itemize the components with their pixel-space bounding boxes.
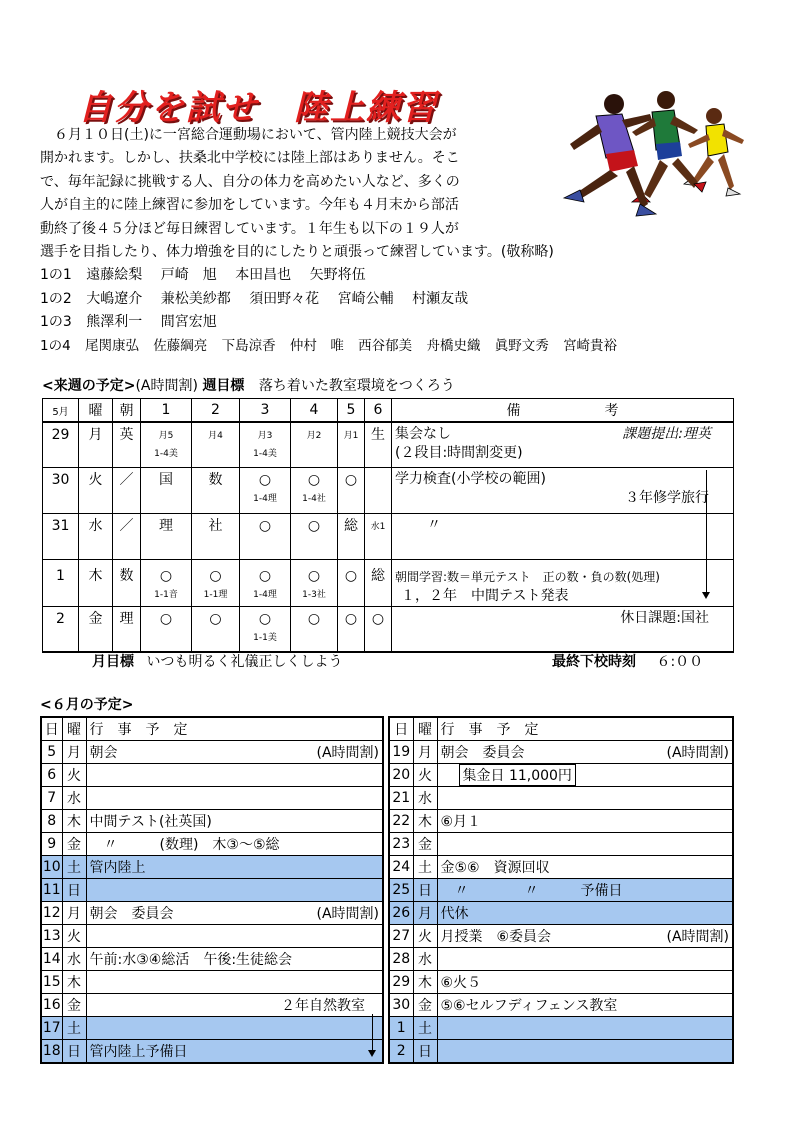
june-row bbox=[41, 994, 383, 1017]
june-left-table bbox=[40, 716, 384, 1064]
event-boxed-note: 集金日 11,000円 bbox=[459, 764, 576, 786]
june-event bbox=[437, 787, 733, 810]
june-weekday: 日 bbox=[413, 1040, 437, 1064]
intro-line: 開かれます。しかし、扶桑北中学校には陸上部はありません。そこ bbox=[40, 150, 460, 166]
intro-line: 動終了後４５分ほど毎日練習しています。１年生も以下の１９人が bbox=[40, 221, 459, 237]
period-note: 1-1理 bbox=[203, 589, 228, 600]
remark-text: 〃 bbox=[413, 516, 441, 533]
june-row bbox=[41, 833, 383, 856]
june-weekday: 木 bbox=[413, 810, 437, 833]
col-period-3: 3 bbox=[240, 399, 291, 423]
weekday-cell: 火 bbox=[88, 471, 103, 488]
period-note: 1-4理 bbox=[253, 493, 277, 504]
col-period-5: 5 bbox=[338, 399, 365, 423]
morning-cell: 理 bbox=[119, 610, 134, 627]
col-morning: 朝 bbox=[113, 399, 141, 423]
june-weekday: 土 bbox=[62, 856, 86, 879]
week-schedule-table bbox=[42, 398, 734, 653]
last-dismissal bbox=[552, 651, 703, 671]
week-header-row bbox=[43, 399, 734, 423]
event-text: 月授業 ⑥委員会 bbox=[440, 929, 552, 945]
june-event bbox=[86, 787, 383, 810]
member-row bbox=[40, 334, 617, 354]
member-name: 西谷郁美 bbox=[358, 338, 413, 354]
member-name: 須田野々花 bbox=[249, 291, 320, 307]
june-day: 29 bbox=[389, 971, 413, 994]
intro-line: 人が自主的に陸上練習に参加をしています。今年も４月末から部活 bbox=[40, 197, 459, 213]
june-row bbox=[41, 764, 383, 787]
remark-text: 学力検査(小学校の範囲) bbox=[395, 470, 546, 487]
june-row bbox=[389, 879, 733, 902]
june-row bbox=[389, 994, 733, 1017]
june-event bbox=[437, 948, 733, 971]
june-day: 27 bbox=[389, 925, 413, 948]
remark-text: 朝間学習:数＝単元テスト 正の数・負の数(処理) bbox=[395, 569, 660, 584]
event-note-right: (A時間割) bbox=[316, 745, 379, 761]
june-event bbox=[437, 1017, 733, 1040]
intro-line: 選手を目指したり、体力増強を目的にしたりと頑張って練習しています。(敬称略) bbox=[40, 244, 554, 260]
week-header-mode: (A時間割) bbox=[135, 378, 198, 394]
last-dismissal-label: 最終下校時刻 bbox=[552, 654, 636, 670]
june-day: 14 bbox=[41, 948, 62, 971]
june-event bbox=[437, 856, 733, 879]
period-note: 1-4美 bbox=[253, 449, 277, 459]
june-col-weekday: 曜 bbox=[62, 717, 86, 741]
june-weekday: 水 bbox=[62, 948, 86, 971]
june-row bbox=[41, 1017, 383, 1040]
period-cell: ○ bbox=[344, 567, 358, 584]
week-goal-text: 落ち着いた教室環境をつくろう bbox=[258, 378, 455, 394]
week-goal-label: 週目標 bbox=[202, 378, 245, 394]
week-row bbox=[43, 606, 734, 652]
june-event bbox=[86, 1017, 383, 1040]
june-event bbox=[437, 764, 733, 787]
june-weekday: 土 bbox=[413, 1017, 437, 1040]
june-weekday: 日 bbox=[62, 879, 86, 902]
period-cell: ○ bbox=[307, 471, 321, 488]
june-weekday: 金 bbox=[413, 833, 437, 856]
june-event bbox=[86, 902, 383, 925]
period-cell: ○ bbox=[371, 610, 385, 627]
june-weekday: 水 bbox=[413, 787, 437, 810]
period-cell: 月4 bbox=[208, 431, 223, 441]
weekday-cell: 木 bbox=[88, 567, 103, 584]
june-row bbox=[41, 925, 383, 948]
june-event bbox=[437, 810, 733, 833]
day-cell: 29 bbox=[51, 427, 70, 443]
event-note-right: (A時間割) bbox=[666, 745, 729, 761]
morning-cell: ／ bbox=[119, 517, 134, 534]
june-weekday: 木 bbox=[413, 971, 437, 994]
june-day: 24 bbox=[389, 856, 413, 879]
day-cell: 1 bbox=[56, 567, 65, 584]
week-header-prefix: <来週の予定> bbox=[42, 378, 136, 394]
june-row bbox=[41, 879, 383, 902]
member-name: 戸崎 旭 bbox=[160, 267, 217, 283]
arrow-down-icon bbox=[368, 1050, 376, 1057]
june-day: 17 bbox=[41, 1017, 62, 1040]
month-goal bbox=[92, 651, 342, 671]
june-day: 19 bbox=[389, 741, 413, 764]
june-weekday: 火 bbox=[413, 925, 437, 948]
june-header-row bbox=[41, 717, 383, 741]
june-col-day: 日 bbox=[41, 717, 62, 741]
event-text: 中間テスト(社英国) bbox=[89, 814, 212, 830]
june-row bbox=[389, 948, 733, 971]
period-cell: ○ bbox=[307, 567, 321, 584]
june-row bbox=[41, 1040, 383, 1064]
june-row bbox=[389, 787, 733, 810]
member-row bbox=[40, 311, 231, 331]
june-event bbox=[86, 856, 383, 879]
june-col-event: 行 事 予 定 bbox=[437, 717, 733, 741]
event-note-right: (A時間割) bbox=[316, 906, 379, 922]
june-weekday: 月 bbox=[62, 902, 86, 925]
member-name: 宮崎貴裕 bbox=[563, 338, 618, 354]
remark-text: 集会なし bbox=[395, 426, 451, 442]
june-weekday: 金 bbox=[62, 994, 86, 1017]
period-note: 1-4社 bbox=[302, 493, 326, 504]
period-cell: ○ bbox=[258, 610, 272, 627]
remarks-cell bbox=[392, 513, 734, 559]
event-text: 金⑤⑥ 資源回収 bbox=[440, 860, 550, 876]
member-name: 矢野将伍 bbox=[309, 267, 366, 283]
period-cell: ○ bbox=[344, 610, 358, 627]
june-day: 21 bbox=[389, 787, 413, 810]
june-row bbox=[389, 810, 733, 833]
remark-right: 課題提出:理英 bbox=[622, 426, 711, 442]
arrow-line bbox=[706, 470, 707, 592]
event-text: 〃 〃 予備日 bbox=[440, 883, 623, 899]
morning-cell: 英 bbox=[119, 427, 134, 443]
event-text: ⑥火５ bbox=[440, 975, 482, 991]
period-cell: 月5 bbox=[158, 431, 174, 441]
period-cell: 月2 bbox=[306, 431, 322, 441]
period-cell: ○ bbox=[258, 567, 272, 584]
june-weekday: 土 bbox=[62, 1017, 86, 1040]
june-event bbox=[437, 833, 733, 856]
member-name: 間宮宏旭 bbox=[160, 314, 217, 330]
june-row bbox=[41, 971, 383, 994]
class-label: 1の3 bbox=[40, 314, 72, 330]
period-note: 1-4美 bbox=[154, 449, 178, 459]
june-weekday: 日 bbox=[62, 1040, 86, 1064]
period-cell: ○ bbox=[159, 567, 173, 584]
remarks-cell bbox=[392, 467, 734, 513]
event-text: ⑥月１ bbox=[440, 814, 482, 830]
june-weekday: 木 bbox=[62, 810, 86, 833]
june-row bbox=[389, 902, 733, 925]
event-text: 午前:水③④総活 午後:生徒総会 bbox=[89, 952, 293, 968]
intro-line: ６月１０日(土)に一宮総合運動場において、管内陸上競技大会が bbox=[40, 127, 457, 143]
june-day: 18 bbox=[41, 1040, 62, 1064]
event-text: 代休 bbox=[440, 906, 469, 922]
june-day: 15 bbox=[41, 971, 62, 994]
week-row bbox=[43, 422, 734, 467]
member-name: 村瀬友哉 bbox=[412, 291, 469, 307]
period-note: 1-3社 bbox=[302, 589, 326, 600]
day-cell: 31 bbox=[51, 517, 70, 534]
event-note-right: ２年自然教室 bbox=[281, 998, 365, 1014]
class-label: 1の1 bbox=[40, 267, 72, 283]
event-text: 朝会 委員会 bbox=[89, 906, 174, 922]
class-label: 1の4 bbox=[40, 338, 71, 354]
morning-cell: 数 bbox=[119, 567, 134, 584]
event-text: 朝会 委員会 bbox=[440, 745, 525, 761]
runners-illustration-icon bbox=[548, 74, 748, 224]
june-col-day: 日 bbox=[389, 717, 413, 741]
period-cell: 理 bbox=[159, 517, 173, 534]
remarks-cell bbox=[392, 559, 734, 606]
june-day: 26 bbox=[389, 902, 413, 925]
col-period-4: 4 bbox=[291, 399, 338, 423]
weekday-cell: 金 bbox=[88, 610, 103, 627]
arrow-line bbox=[372, 1014, 373, 1050]
june-weekday: 金 bbox=[62, 833, 86, 856]
member-name: 宮崎公輔 bbox=[337, 291, 394, 307]
event-note-right: (A時間割) bbox=[666, 929, 729, 945]
june-weekday: 木 bbox=[62, 971, 86, 994]
june-col-event: 行 事 予 定 bbox=[86, 717, 383, 741]
week-row bbox=[43, 467, 734, 513]
june-weekday: 日 bbox=[413, 879, 437, 902]
col-period-1: 1 bbox=[141, 399, 192, 423]
june-row bbox=[41, 741, 383, 764]
june-day: 30 bbox=[389, 994, 413, 1017]
day-cell: 2 bbox=[56, 610, 65, 627]
june-day: 13 bbox=[41, 925, 62, 948]
june-event bbox=[86, 994, 383, 1017]
event-text: 管内陸上予備日 bbox=[89, 1044, 188, 1060]
june-weekday: 月 bbox=[413, 741, 437, 764]
period-cell: ○ bbox=[344, 471, 358, 488]
period-cell: ○ bbox=[258, 517, 272, 534]
week-row bbox=[43, 559, 734, 606]
june-event bbox=[437, 741, 733, 764]
june-row bbox=[41, 902, 383, 925]
member-name: 兼松美紗都 bbox=[160, 291, 231, 307]
last-dismissal-time: ６:００ bbox=[656, 654, 704, 670]
period-note: 1-4理 bbox=[253, 589, 277, 600]
member-row bbox=[40, 264, 380, 284]
period-cell: ○ bbox=[159, 610, 173, 627]
col-period-2: 2 bbox=[192, 399, 240, 423]
june-event bbox=[437, 994, 733, 1017]
june-row bbox=[389, 833, 733, 856]
june-event bbox=[86, 833, 383, 856]
period-cell: ○ bbox=[258, 471, 272, 488]
weekday-cell: 月 bbox=[88, 427, 103, 443]
june-event bbox=[437, 902, 733, 925]
col-weekday: 曜 bbox=[79, 399, 113, 423]
june-row bbox=[389, 925, 733, 948]
member-name: 下島涼香 bbox=[221, 338, 276, 354]
event-text: 朝会 bbox=[89, 745, 118, 761]
june-col-weekday: 曜 bbox=[413, 717, 437, 741]
morning-cell: ／ bbox=[119, 471, 134, 488]
member-row bbox=[40, 288, 482, 308]
june-day: 22 bbox=[389, 810, 413, 833]
june-row bbox=[389, 764, 733, 787]
day-cell: 30 bbox=[51, 471, 70, 488]
june-row bbox=[389, 1017, 733, 1040]
june-day: 11 bbox=[41, 879, 62, 902]
member-name: 眞野文秀 bbox=[494, 338, 549, 354]
june-event bbox=[437, 879, 733, 902]
june-weekday: 水 bbox=[413, 948, 437, 971]
june-day: 1 bbox=[389, 1017, 413, 1040]
june-row bbox=[389, 1040, 733, 1064]
june-weekday: 土 bbox=[413, 856, 437, 879]
june-day: 5 bbox=[41, 741, 62, 764]
june-day: 8 bbox=[41, 810, 62, 833]
page-title: 自分を試せ 陸上練習 bbox=[78, 88, 438, 128]
june-day: 16 bbox=[41, 994, 62, 1017]
event-text: ⑤⑥セルフディフェンス教室 bbox=[440, 998, 618, 1014]
arrow-down-icon bbox=[702, 592, 710, 599]
member-name: 尾関康弘 bbox=[84, 338, 139, 354]
june-day: 20 bbox=[389, 764, 413, 787]
member-name: 本田昌也 bbox=[235, 267, 292, 283]
june-day: 12 bbox=[41, 902, 62, 925]
june-row bbox=[41, 948, 383, 971]
member-name: 佐藤綱亮 bbox=[153, 338, 208, 354]
june-row bbox=[389, 741, 733, 764]
period-cell: 国 bbox=[159, 471, 173, 488]
june-weekday: 火 bbox=[62, 764, 86, 787]
col-month: 5月 bbox=[43, 399, 79, 423]
period-cell: ○ bbox=[209, 610, 222, 627]
june-event bbox=[86, 879, 383, 902]
period-cell: 社 bbox=[208, 517, 223, 534]
member-name: 遠藤絵梨 bbox=[86, 267, 143, 283]
june-row bbox=[41, 787, 383, 810]
month-goal-text: いつも明るく礼儀正しくしよう bbox=[146, 654, 343, 670]
june-event bbox=[86, 948, 383, 971]
june-day: 25 bbox=[389, 879, 413, 902]
june-header-row bbox=[389, 717, 733, 741]
june-weekday: 火 bbox=[413, 764, 437, 787]
june-weekday: 月 bbox=[413, 902, 437, 925]
member-name: 大嶋遼介 bbox=[86, 291, 143, 307]
class-label: 1の2 bbox=[40, 291, 72, 307]
june-weekday: 金 bbox=[413, 994, 437, 1017]
period-cell: 月1 bbox=[343, 431, 359, 441]
june-event bbox=[86, 741, 383, 764]
remark-right: ３年修学旅行 bbox=[625, 489, 709, 506]
period-cell: ○ bbox=[307, 610, 321, 627]
member-name: 熊澤利一 bbox=[86, 314, 143, 330]
june-row bbox=[41, 856, 383, 879]
member-name: 舟橋史織 bbox=[426, 338, 481, 354]
weekday-cell: 水 bbox=[88, 517, 103, 534]
remark-text: １，２年 中間テスト発表 bbox=[401, 587, 569, 604]
period-cell: 水1 bbox=[370, 521, 386, 532]
period-cell: 生 bbox=[371, 427, 385, 443]
june-row bbox=[389, 856, 733, 879]
event-text: 管内陸上 bbox=[89, 860, 146, 876]
period-cell: ○ bbox=[307, 517, 321, 534]
remark-text: (２段目:時間割変更) bbox=[395, 445, 523, 461]
june-day: 7 bbox=[41, 787, 62, 810]
june-weekday: 水 bbox=[62, 787, 86, 810]
june-day: 9 bbox=[41, 833, 62, 856]
june-day: 10 bbox=[41, 856, 62, 879]
june-event bbox=[86, 971, 383, 994]
june-event bbox=[86, 1040, 383, 1064]
period-note: 1-1美 bbox=[253, 632, 277, 643]
period-note: 1-1音 bbox=[154, 589, 178, 600]
june-event bbox=[86, 810, 383, 833]
period-cell: 月3 bbox=[257, 431, 273, 441]
month-goal-label: 月目標 bbox=[92, 654, 134, 670]
june-weekday: 月 bbox=[62, 741, 86, 764]
member-name: 仲村 唯 bbox=[289, 338, 344, 354]
period-cell: ○ bbox=[209, 567, 222, 584]
period-cell: 数 bbox=[208, 471, 223, 488]
period-cell: 総 bbox=[371, 567, 385, 584]
june-day: 6 bbox=[41, 764, 62, 787]
june-day: 23 bbox=[389, 833, 413, 856]
col-period-6: 6 bbox=[365, 399, 392, 423]
june-row bbox=[389, 971, 733, 994]
week-header bbox=[42, 375, 455, 395]
remarks-cell bbox=[392, 606, 734, 652]
june-right-table bbox=[388, 716, 734, 1064]
remarks-cell bbox=[392, 422, 734, 467]
june-event bbox=[437, 1040, 733, 1064]
june-event bbox=[437, 971, 733, 994]
event-text: 〃 (数理) 木③～⑤総 bbox=[89, 837, 280, 853]
remark-right: 休日課題:国社 bbox=[620, 609, 709, 626]
period-cell: 総 bbox=[344, 517, 358, 534]
june-weekday: 火 bbox=[62, 925, 86, 948]
june-event bbox=[437, 925, 733, 948]
week-row bbox=[43, 513, 734, 559]
june-row bbox=[41, 810, 383, 833]
june-day: 2 bbox=[389, 1040, 413, 1064]
intro-line: で、毎年記録に挑戦する人、自分の体力を高めたい人など、多くの bbox=[40, 174, 460, 190]
june-day: 28 bbox=[389, 948, 413, 971]
june-event bbox=[86, 925, 383, 948]
col-remarks: 備 考 bbox=[392, 399, 734, 423]
june-header: <６月の予定> bbox=[40, 697, 134, 713]
june-event bbox=[86, 764, 383, 787]
